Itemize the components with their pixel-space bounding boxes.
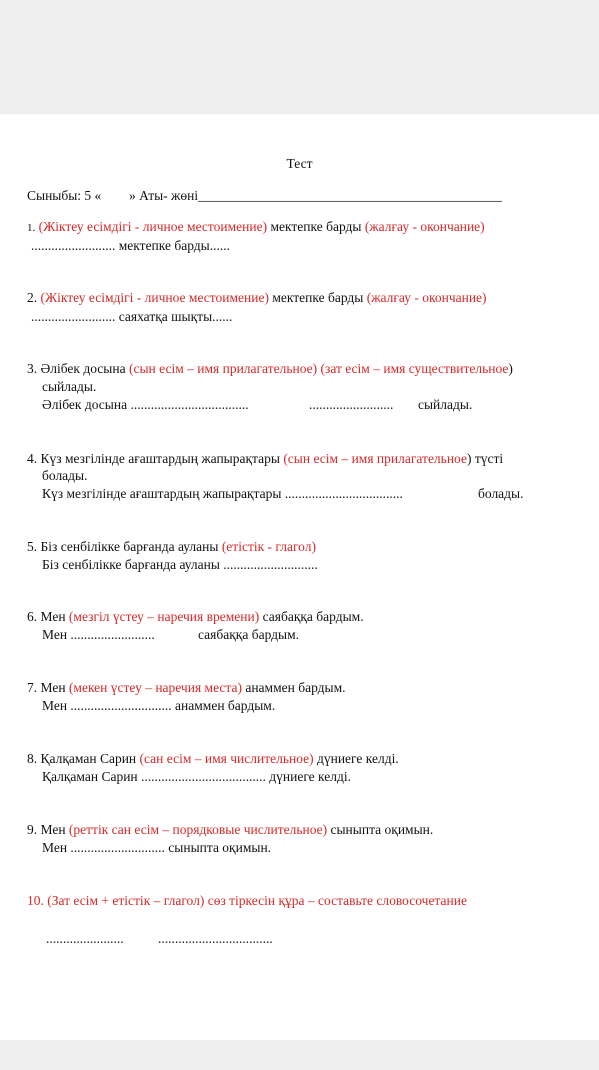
q8-seg1: Қалқаман Сарин xyxy=(37,751,140,766)
question-3-blank-a: Әлібек досына ................................... xyxy=(42,397,249,412)
question-4-end: болады. xyxy=(478,486,524,501)
question-1-line2: ......................... мектепке барды...... xyxy=(31,238,230,253)
question-10-blank-a: ....................... xyxy=(46,931,124,946)
q6-seg2: (мезгіл үстеу – наречия времени) xyxy=(68,609,260,624)
question-number: 7. xyxy=(27,680,38,695)
question-6-blank: Мен ......................... xyxy=(42,627,155,642)
question-number: 10. xyxy=(27,893,44,908)
q8-seg3: дүниеге келді. xyxy=(313,751,399,766)
question-3-end: сыйлады. xyxy=(418,397,473,412)
q2-seg3: (жалғау - окончание) xyxy=(366,290,487,305)
question-4-blank: Күз мезгілінде ағаштардың жапырақтары ................................... xyxy=(42,486,403,501)
q2-seg1: (Жіктеу есімдігі - личное местоимение) xyxy=(40,290,269,305)
question-number: 8. xyxy=(27,751,38,766)
bottom-background xyxy=(0,1040,599,1070)
question-2-line1 xyxy=(27,289,487,307)
question-number: 6. xyxy=(27,609,38,624)
q4-seg3: ) түсті xyxy=(466,451,504,466)
q3-seg2: (сын есім – имя прилагательное) (зат есім – имя существительное xyxy=(128,361,509,376)
question-1-line1 xyxy=(27,218,485,237)
question-number: 4. xyxy=(27,451,38,466)
q4-seg1: Күз мезгілінде ағаштардың жапырақтары xyxy=(37,451,284,466)
question-4-line2: болады. xyxy=(42,468,88,483)
question-10-blank-b: .................................. xyxy=(158,931,273,946)
question-number: 2. xyxy=(27,290,38,305)
q6-seg3: саябаққа бардым. xyxy=(259,609,364,624)
q1-seg2: мектепке барды xyxy=(267,219,365,234)
question-8-line1 xyxy=(27,750,399,768)
q1-seg1: (Жіктеу есімдігі - личное местоимение) xyxy=(38,219,268,234)
question-9-line1 xyxy=(27,821,433,839)
q1-seg3: (жалғау - окончание) xyxy=(364,219,485,234)
name-label-text: » Аты- жөні xyxy=(129,188,199,203)
question-number: 9. xyxy=(27,822,38,837)
q7-seg1: Мен xyxy=(37,680,69,695)
q7-seg2: (мекен үстеу – наречия места) xyxy=(68,680,242,695)
question-3-blank-b: ......................... xyxy=(309,397,394,412)
q8-seg2: (сан есім – имя числительное) xyxy=(139,751,314,766)
name-blank: _____________________________________________ xyxy=(198,188,502,203)
question-number: 5. xyxy=(27,539,38,554)
question-2-line2: ......................... саяхатқа шықты...... xyxy=(31,309,233,324)
question-7-line1 xyxy=(27,679,346,697)
name-label xyxy=(129,187,502,205)
question-3-line1 xyxy=(27,360,513,378)
question-number: 1. xyxy=(27,222,36,234)
q4-seg2: (сын есім – имя прилагательное xyxy=(283,451,467,466)
question-7-line2: Мен .............................. анаммен бардым. xyxy=(42,698,276,713)
question-10-line1 xyxy=(27,892,467,910)
q9-seg1: Мен xyxy=(37,822,69,837)
question-9-line2: Мен ............................ сыныпта оқимын. xyxy=(42,840,272,855)
question-number: 3. xyxy=(27,361,38,376)
q9-seg2: (реттік сан есім – порядковые числительное) xyxy=(68,822,328,837)
q5-seg2: (етістік - глагол) xyxy=(221,539,316,554)
q10-seg1: (Зат есім + етістік – глагол) сөз тіркесін құра – составьте словосочетание xyxy=(43,893,467,908)
question-4-line1 xyxy=(27,450,503,468)
q7-seg3: анаммен бардым. xyxy=(241,680,346,695)
question-8-line2: Қалқаман Сарин ..................................... дүниеге келді. xyxy=(42,769,351,784)
question-6-end: саябаққа бардым. xyxy=(198,627,299,642)
question-6-line1 xyxy=(27,608,364,626)
q3-seg1: Әлібек досына xyxy=(37,361,129,376)
question-5-line1 xyxy=(27,538,316,556)
q3-seg3: ) xyxy=(508,361,513,376)
q6-seg1: Мен xyxy=(37,609,69,624)
q5-seg1: Біз сенбілікке барғанда ауланы xyxy=(37,539,222,554)
question-5-line2: Біз сенбілікке барғанда ауланы ............................ xyxy=(42,557,318,572)
page-title: Тест xyxy=(286,156,313,171)
q2-seg2: мектепке барды xyxy=(268,290,367,305)
q9-seg3: сыныпта оқимын. xyxy=(327,822,434,837)
class-label: Сыныбы: 5 « xyxy=(27,188,102,203)
question-3-line2: сыйлады. xyxy=(42,379,97,394)
top-background xyxy=(0,0,599,114)
